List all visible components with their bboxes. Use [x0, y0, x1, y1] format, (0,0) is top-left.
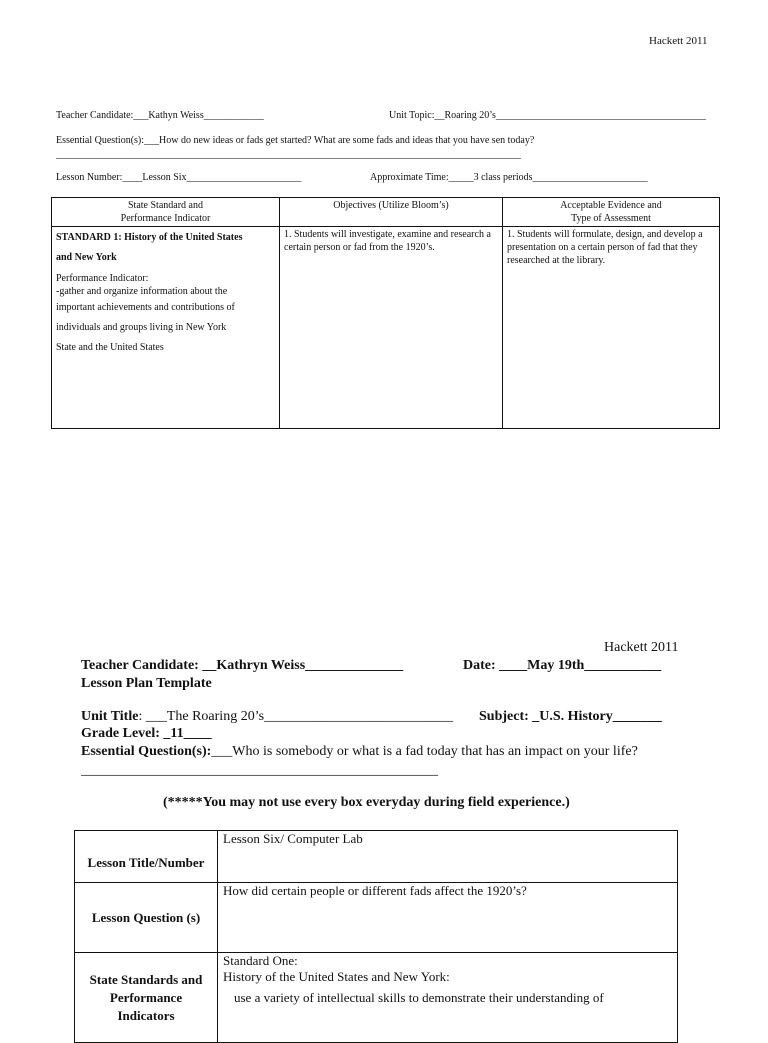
lesson-title-value [218, 831, 678, 883]
evidence-text: 1. Students will formulate, design, and develop a presentation on a certain person of fad that they researched at the library. [507, 229, 703, 266]
evidence-cell [503, 227, 720, 429]
header-objectives-label: Objectives (Utilize Bloom’s) [333, 200, 449, 211]
history-line: History of the United States and New York: [223, 969, 450, 984]
state-standards-value [218, 953, 678, 1043]
header-evidence [503, 198, 720, 227]
essential-question-value: ___Who is somebody or what is a fad today that has an impact on your life? [211, 744, 638, 759]
unit-title-label: Unit Title [81, 709, 139, 724]
page2-header: Hackett 2011 [604, 640, 679, 655]
essential-question: Essential Question(s):___How do new ideas or fads get started? What are some fads and ideas that you have sen today? [56, 135, 535, 146]
objective-text: 1. Students will investigate, examine and research a certain person or fad from the 1920’s. [284, 229, 491, 253]
lesson-title-value-text: Lesson Six/ Computer Lab [223, 831, 363, 846]
header-standard [52, 198, 280, 227]
header-standard-line1: State Standard and [128, 200, 203, 211]
essential-question-label: Essential Question(s): [81, 744, 212, 759]
lesson-question-value-text: How did certain people or different fads affect the 1920’s? [223, 883, 527, 898]
indicator-line-4: State and the United States [56, 342, 164, 353]
lesson-title-label-text: Lesson Title/Number [87, 854, 205, 870]
lesson-question-label [75, 883, 218, 953]
essential-question-line: _____________________________________________________________________________________________ [56, 149, 521, 160]
standard-cell [52, 227, 280, 429]
standard-title-1: STANDARD 1: History of the United States [56, 232, 243, 243]
grade-level: Grade Level: _11____ [81, 726, 212, 741]
template-title: Lesson Plan Template [81, 676, 212, 691]
indicator-line-3: individuals and groups living in New York [56, 322, 227, 333]
standards-table [51, 197, 720, 429]
performance-indicator-label: Performance Indicator: [56, 273, 149, 284]
indicator-line-1: -gather and organize information about the [56, 286, 228, 297]
unit-title [81, 709, 453, 725]
state-standards-label [75, 953, 218, 1043]
lesson-plan-table [74, 830, 678, 1043]
objectives-cell [280, 227, 503, 429]
teacher-candidate-2: Teacher Candidate: __Kathryn Weiss______________ [81, 658, 404, 673]
field-experience-note: (*****You may not use every box everyday during field experience.) [163, 795, 570, 810]
teacher-candidate: Teacher Candidate:___Kathyn Weiss____________ [56, 110, 264, 121]
subject: Subject: _U.S. History_______ [479, 709, 662, 724]
standard-one-line: Standard One: [223, 953, 298, 968]
lesson-question-label-text: Lesson Question (s) [91, 909, 201, 925]
header-evidence-line1: Acceptable Evidence and [560, 200, 662, 211]
lesson-title-label [75, 831, 218, 883]
lesson-date: Date: ____May 19th___________ [463, 658, 662, 673]
unit-topic: Unit Topic:__Roaring 20’s__________________________________________ [389, 110, 706, 121]
unit-title-value: : ___The Roaring 20’s___________________________ [138, 709, 454, 724]
essential-question-2 [81, 744, 638, 760]
header-evidence-line2: Type of Assessment [571, 213, 651, 224]
lesson-number: Lesson Number:____Lesson Six_______________________ [56, 172, 302, 183]
lesson-question-value [218, 883, 678, 953]
intellectual-skills-line: use a variety of intellectual skills to demonstrate their understanding of [234, 990, 604, 1005]
standard-title-2: and New York [56, 252, 117, 263]
page-header: Hackett 2011 [649, 35, 708, 47]
state-standards-label-text: State Standards and Performance Indicators [89, 971, 203, 1023]
header-standard-line2: Performance Indicator [120, 213, 211, 224]
header-objectives [280, 198, 503, 227]
approximate-time: Approximate Time:_____3 class periods_______________________ [370, 172, 648, 183]
essential-question-line-2: ___________________________________________________ [81, 763, 438, 778]
indicator-line-2: important achievements and contributions of [56, 302, 235, 313]
